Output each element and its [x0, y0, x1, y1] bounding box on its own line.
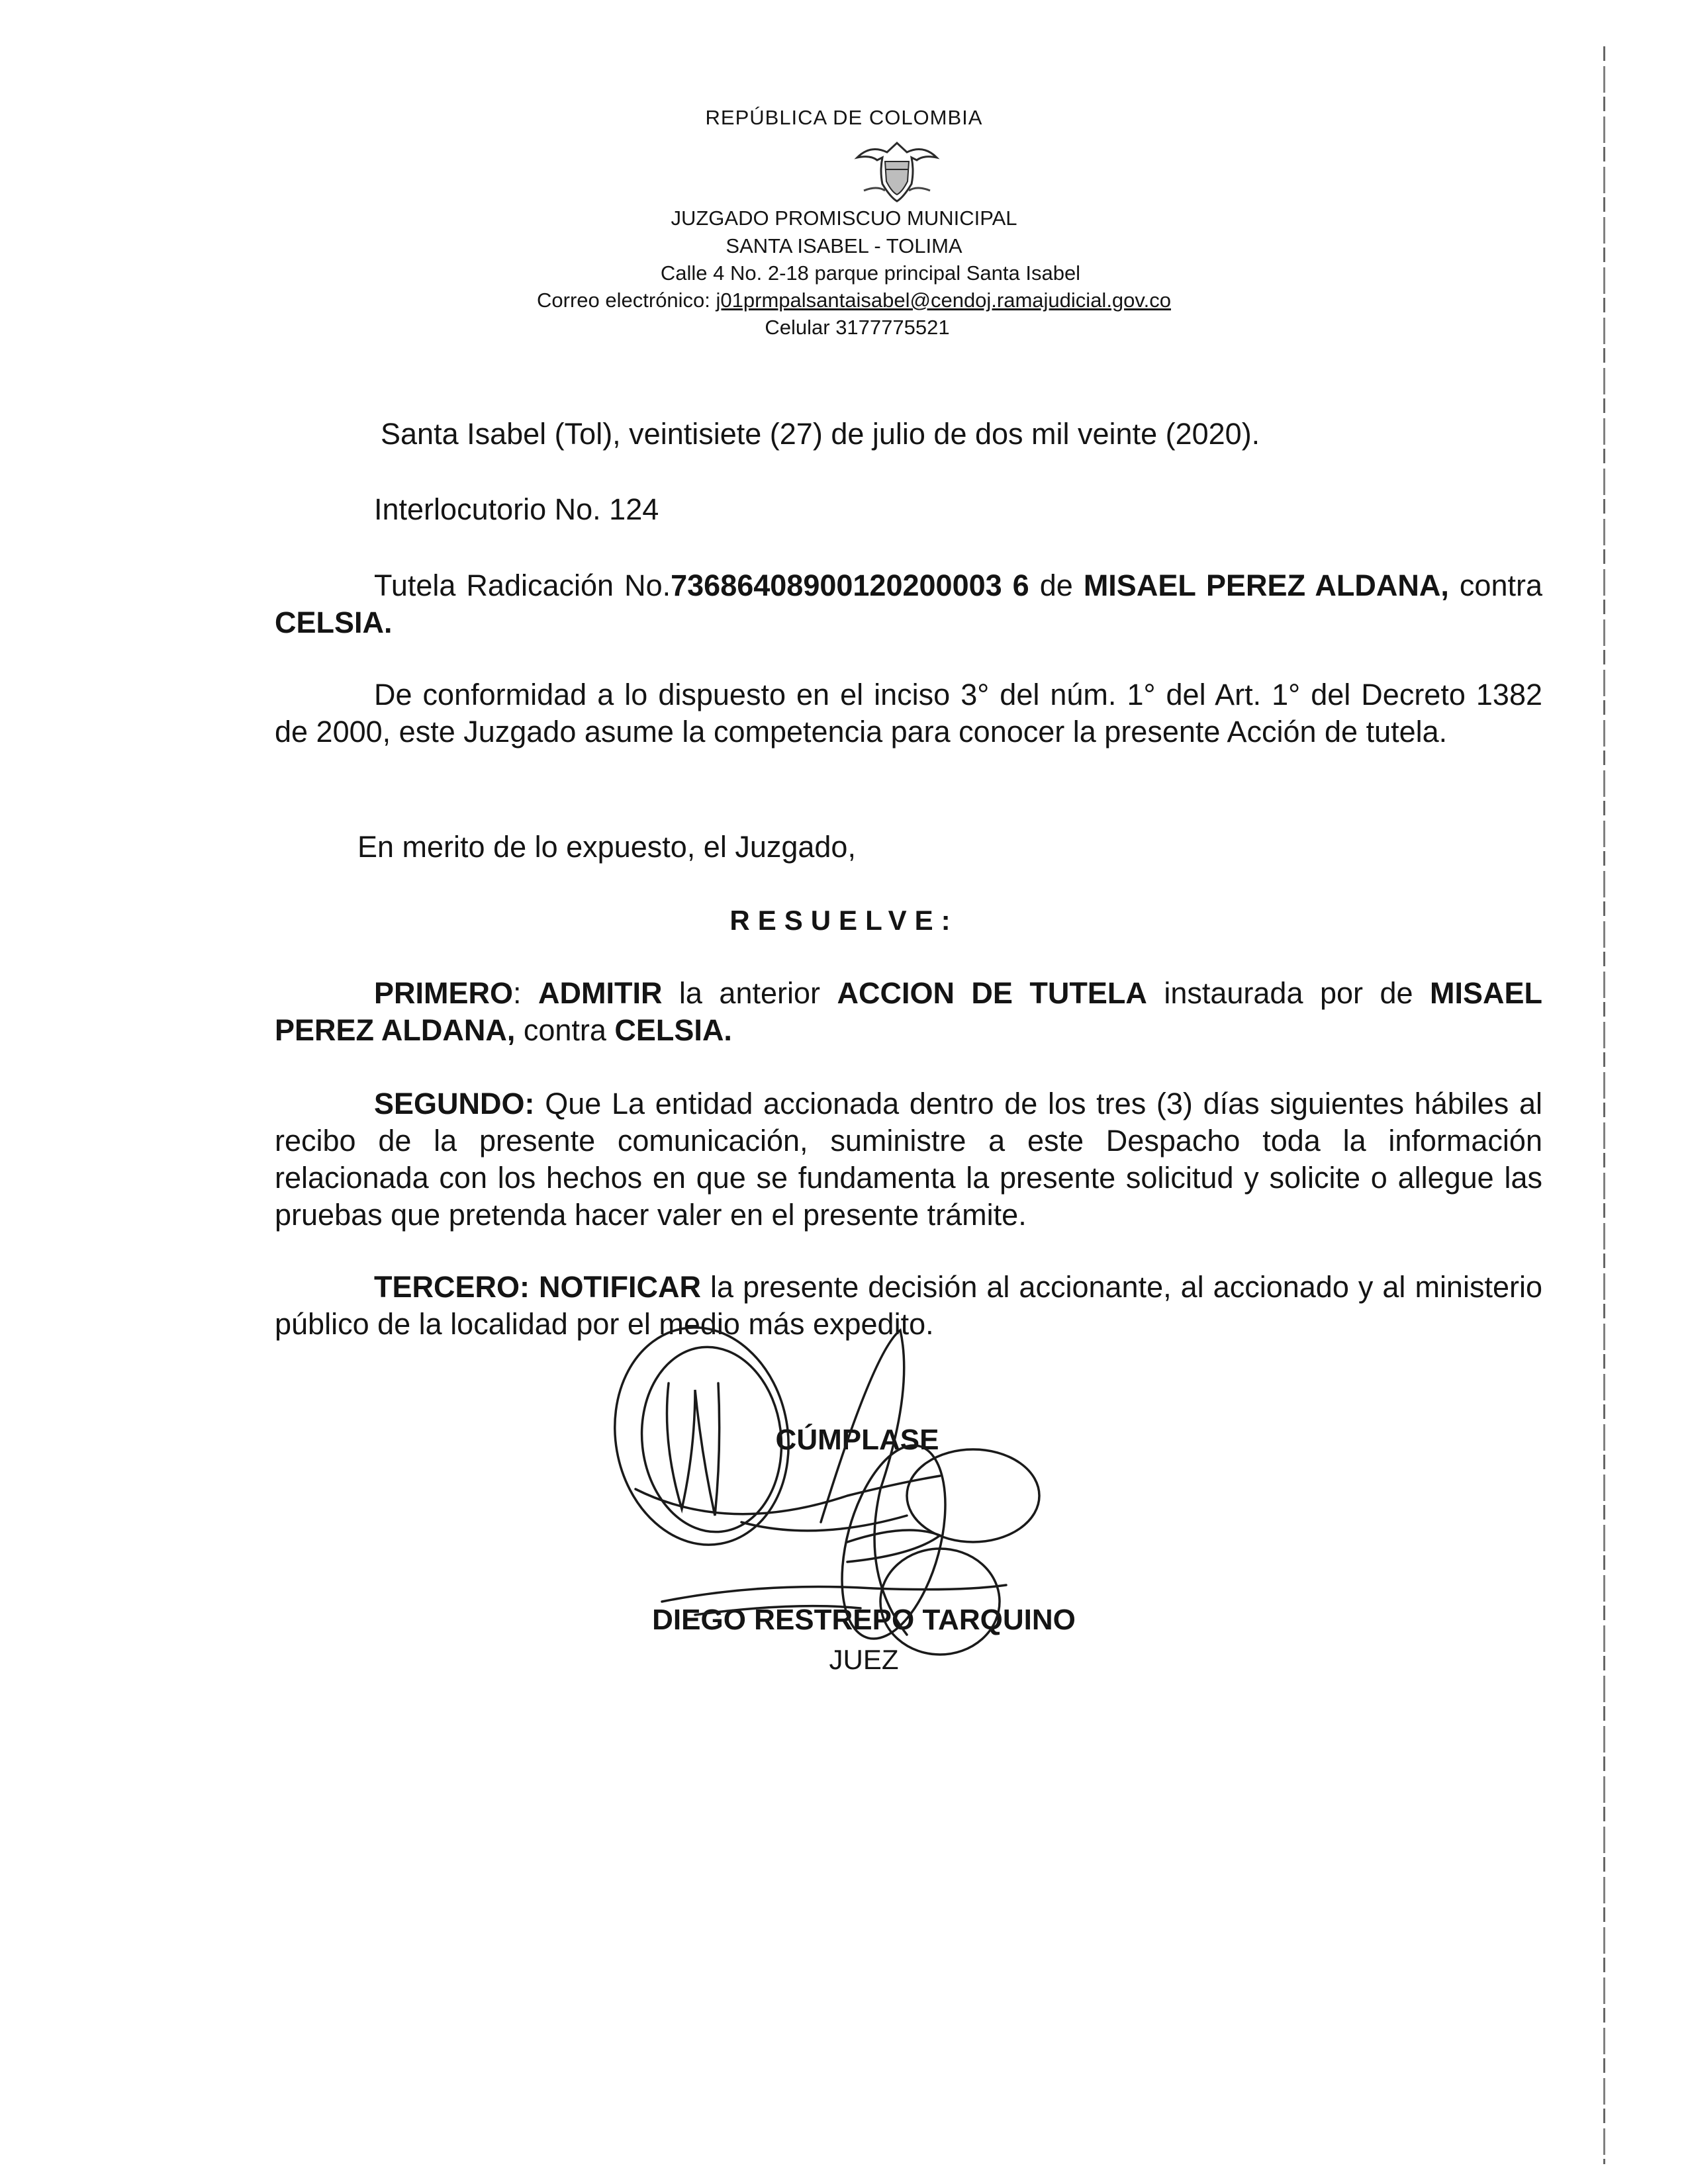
primero-label: PRIMERO — [374, 976, 514, 1010]
email-label: Correo electrónico: — [537, 289, 716, 312]
primero-text2: instaurada por de — [1147, 976, 1430, 1010]
tercero-verb: NOTIFICAR — [530, 1270, 702, 1304]
primero-colon: : — [513, 976, 538, 1010]
closing-cumplase: CÚMPLASE — [775, 1424, 939, 1456]
email-link[interactable]: j01prmpalsantaisabel@cendoj.ramajudicial.gov.co — [716, 289, 1171, 312]
tutela-de: de — [1029, 569, 1084, 602]
tercero-text: la presente decisión al accionante, al accionado y al ministerio público de la localidad por el medio más expedito. — [275, 1270, 1543, 1341]
scan-edge-artifact — [1603, 46, 1605, 2164]
tutela-reference — [275, 567, 1542, 641]
letterhead-country: REPÚBLICA DE COLOMBIA — [705, 106, 983, 129]
primero-paragraph — [275, 975, 1542, 1049]
letterhead-phone: Celular 3177775521 — [765, 316, 950, 339]
primero-text1: la anterior — [662, 976, 837, 1010]
competence-paragraph: De conformidad a lo dispuesto en el inciso 3° del núm. 1° del Art. 1° del Decreto 1382 de 2000, este Juzgado asume la competencia para conocer la presente Acción de tutela. — [275, 678, 1542, 749]
judge-name: DIEGO RESTREPO TARQUINO — [652, 1604, 1076, 1636]
plaintiff-name: MISAEL PEREZ ALDANA, — [1083, 569, 1449, 602]
radicacion-number: 73686408900120200003 6 — [671, 569, 1029, 602]
primero-action: ACCION DE TUTELA — [837, 976, 1147, 1010]
tercero-paragraph — [275, 1269, 1542, 1343]
interlocutorio-number: Interlocutorio No. 124 — [374, 492, 659, 526]
letterhead-town: SANTA ISABEL - TOLIMA — [726, 234, 962, 257]
segundo-text: Que La entidad accionada dentro de los tres (3) días siguientes hábiles al recibo de la presente comunicación, suministre a este Despacho toda la información relacionada con los hechos en que se fundamenta la presente solicitud y solicite o allegue las pruebas que pretenda hacer valer en el presente trámite. — [275, 1087, 1542, 1232]
tutela-prefix: Tutela Radicación No. — [374, 569, 671, 602]
letterhead-court: JUZGADO PROMISCUO MUNICIPAL — [671, 206, 1017, 230]
defendant-name: CELSIA. — [275, 606, 393, 639]
letterhead-email-line — [10, 289, 1688, 312]
resuelve-heading: RESUELVE: — [729, 905, 959, 936]
tutela-contra: contra — [1448, 569, 1542, 602]
segundo-paragraph — [275, 1085, 1542, 1234]
primero-defendant: CELSIA. — [614, 1013, 732, 1047]
letterhead-address: Calle 4 No. 2-18 parque principal Santa Isabel — [660, 261, 1081, 285]
primero-verb: ADMITIR — [538, 976, 663, 1010]
handwritten-signature — [596, 1324, 1099, 1694]
date-line: Santa Isabel (Tol), veintisiete (27) de julio de dos mil veinte (2020). — [381, 417, 1260, 451]
primero-plaintiff: MISAEL PEREZ ALDANA, — [275, 976, 1542, 1047]
segundo-label: SEGUNDO: — [374, 1087, 535, 1120]
primero-contra: contra — [515, 1013, 615, 1047]
tercero-label: TERCERO: — [374, 1270, 530, 1304]
merito-line: En merito de lo expuesto, el Juzgado, — [357, 830, 856, 864]
coat-of-arms-icon — [851, 138, 943, 204]
judge-title: JUEZ — [829, 1644, 899, 1675]
